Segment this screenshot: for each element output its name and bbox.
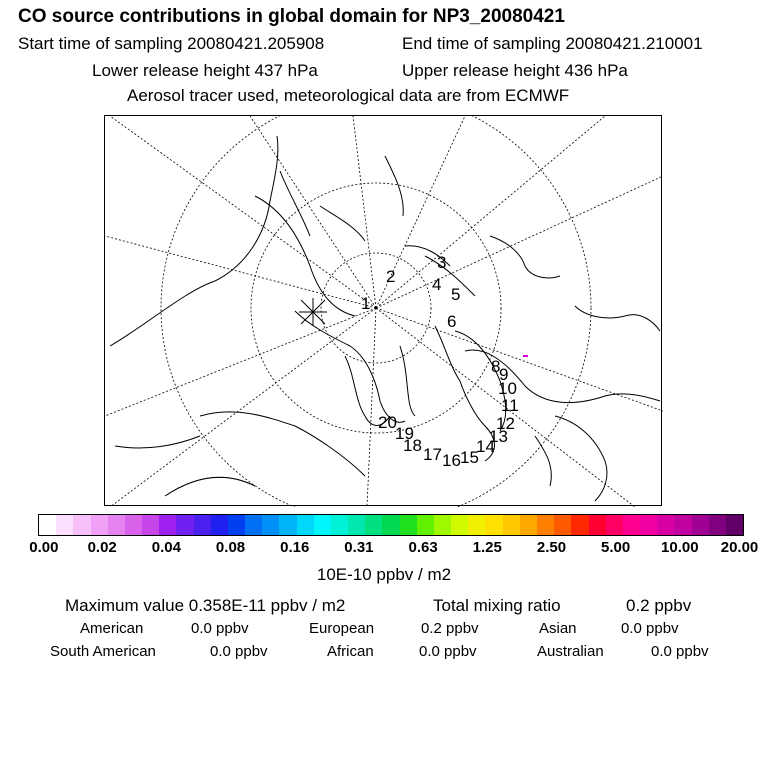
- day-label-14: 14: [476, 437, 495, 456]
- color-scale-cell: [348, 515, 365, 535]
- color-scale-cell: [194, 515, 211, 535]
- south-american-value: 0.0 ppbv: [210, 643, 268, 660]
- color-scale-cell: [108, 515, 125, 535]
- color-scale-cell: [623, 515, 640, 535]
- color-scale-tick-label: 0.02: [87, 539, 117, 556]
- color-scale-tick-label: 0.31: [344, 539, 374, 556]
- contribution-spot: [523, 355, 528, 357]
- map-canvas: [105, 116, 663, 507]
- color-scale-tick-label: 0.04: [151, 539, 181, 556]
- end-sampling-text: End time of sampling 20080421.210001: [402, 34, 703, 53]
- african-value: 0.0 ppbv: [419, 643, 477, 660]
- day-label-12: 12: [496, 414, 515, 433]
- day-label-17: 17: [423, 445, 442, 464]
- asian-value: 0.0 ppbv: [621, 620, 679, 637]
- color-scale-cell: [365, 515, 382, 535]
- color-scale-cell: [485, 515, 502, 535]
- color-scale-cell: [640, 515, 657, 535]
- color-scale-cell: [91, 515, 108, 535]
- color-scale-tick-label: 20.00: [720, 539, 759, 556]
- day-label-13: 13: [489, 427, 508, 446]
- day-label-16: 16: [442, 451, 461, 470]
- color-scale-cell: [692, 515, 709, 535]
- color-scale-cell: [159, 515, 176, 535]
- day-label-8: 8: [491, 357, 501, 376]
- color-scale-cell: [520, 515, 537, 535]
- day-label-1: 1: [361, 294, 371, 313]
- color-scale-cell: [73, 515, 90, 535]
- color-scale-tick-label: 0.08: [215, 539, 246, 556]
- page-title: CO source contributions in global domain for NP3_20080421: [18, 6, 565, 27]
- day-label-3: 3: [437, 253, 447, 272]
- units-label: 10E-10 ppbv / m2: [316, 565, 452, 584]
- color-scale-cell: [726, 515, 743, 535]
- color-scale-tick-label: 2.50: [536, 539, 567, 556]
- day-label-5: 5: [451, 285, 461, 304]
- color-scale-tick-label: 0.63: [408, 539, 438, 556]
- american-value: 0.0 ppbv: [191, 620, 249, 637]
- coastlines: [110, 136, 660, 501]
- color-scale-cell: [297, 515, 314, 535]
- color-scale-tick-label: 10.00: [661, 539, 699, 556]
- day-label-11: 11: [501, 396, 519, 415]
- source-marker-icon: [299, 298, 327, 326]
- tracer-note: Aerosol tracer used, meteorological data are from ECMWF: [127, 86, 570, 105]
- color-scale-cell: [228, 515, 245, 535]
- australian-label: Australian: [537, 643, 604, 660]
- day-label-2: 2: [386, 267, 396, 286]
- color-scale-tick-label: 1.25: [472, 539, 502, 556]
- day-label-15: 15: [460, 448, 479, 467]
- australian-value: 0.0 ppbv: [651, 643, 709, 660]
- color-scale-cell: [537, 515, 554, 535]
- color-scale-cell: [382, 515, 399, 535]
- color-scale-cell: [39, 515, 56, 535]
- day-label-4: 4: [432, 275, 442, 294]
- color-scale-cell: [211, 515, 228, 535]
- color-scale-cell: [314, 515, 331, 535]
- color-scale-tick-label: 0.16: [280, 539, 310, 556]
- color-scale-tick-label: 0.00: [29, 539, 59, 556]
- color-scale-tick-label: 5.00: [601, 539, 631, 556]
- start-sampling-text: Start time of sampling 20080421.205908: [18, 34, 325, 53]
- polar-map: [104, 115, 662, 506]
- color-scale-cell: [434, 515, 451, 535]
- color-scale-cell: [571, 515, 588, 535]
- total-mixing-label: Total mixing ratio: [433, 596, 561, 615]
- day-label-9: 9: [499, 365, 509, 384]
- color-scale-cell: [176, 515, 193, 535]
- south-american-label: South American: [50, 643, 156, 660]
- color-scale-cell: [400, 515, 417, 535]
- color-scale-cell: [606, 515, 623, 535]
- color-scale-cell: [589, 515, 606, 535]
- meridian-lines: [105, 116, 663, 507]
- upper-release-text: Upper release height 436 hPa: [402, 61, 628, 80]
- day-label-20: 20: [378, 413, 397, 432]
- american-label: American: [80, 620, 144, 637]
- color-scale-cell: [279, 515, 296, 535]
- color-scale-cell: [709, 515, 726, 535]
- color-scale-cell: [468, 515, 485, 535]
- european-value: 0.2 ppbv: [421, 620, 479, 637]
- day-label-10: 10: [498, 379, 517, 398]
- color-scale-cell: [674, 515, 691, 535]
- day-label-18: 18: [403, 436, 422, 455]
- day-labels: [361, 253, 519, 470]
- asian-label: Asian: [539, 620, 577, 637]
- color-scale-cell: [142, 515, 159, 535]
- total-mixing-value: 0.2 ppbv: [626, 596, 692, 615]
- european-label: European: [309, 620, 375, 637]
- color-scale-cell: [451, 515, 468, 535]
- lower-release-text: Lower release height 437 hPa: [92, 61, 318, 80]
- max-value-text: Maximum value 0.358E-11 ppbv / m2: [65, 596, 346, 615]
- day-label-6: 6: [447, 312, 457, 331]
- latitude-circles: [161, 116, 591, 507]
- color-scale-cell: [554, 515, 571, 535]
- color-scale-bar: [38, 514, 744, 536]
- color-scale-cell: [56, 515, 73, 535]
- african-label: African: [327, 643, 374, 660]
- color-scale-cell: [125, 515, 142, 535]
- color-scale-cell: [331, 515, 348, 535]
- color-scale-cell: [245, 515, 262, 535]
- color-scale-cell: [417, 515, 434, 535]
- color-scale-cell: [657, 515, 674, 535]
- color-scale-cell: [503, 515, 520, 535]
- color-scale-cell: [262, 515, 279, 535]
- day-label-19: 19: [395, 424, 414, 443]
